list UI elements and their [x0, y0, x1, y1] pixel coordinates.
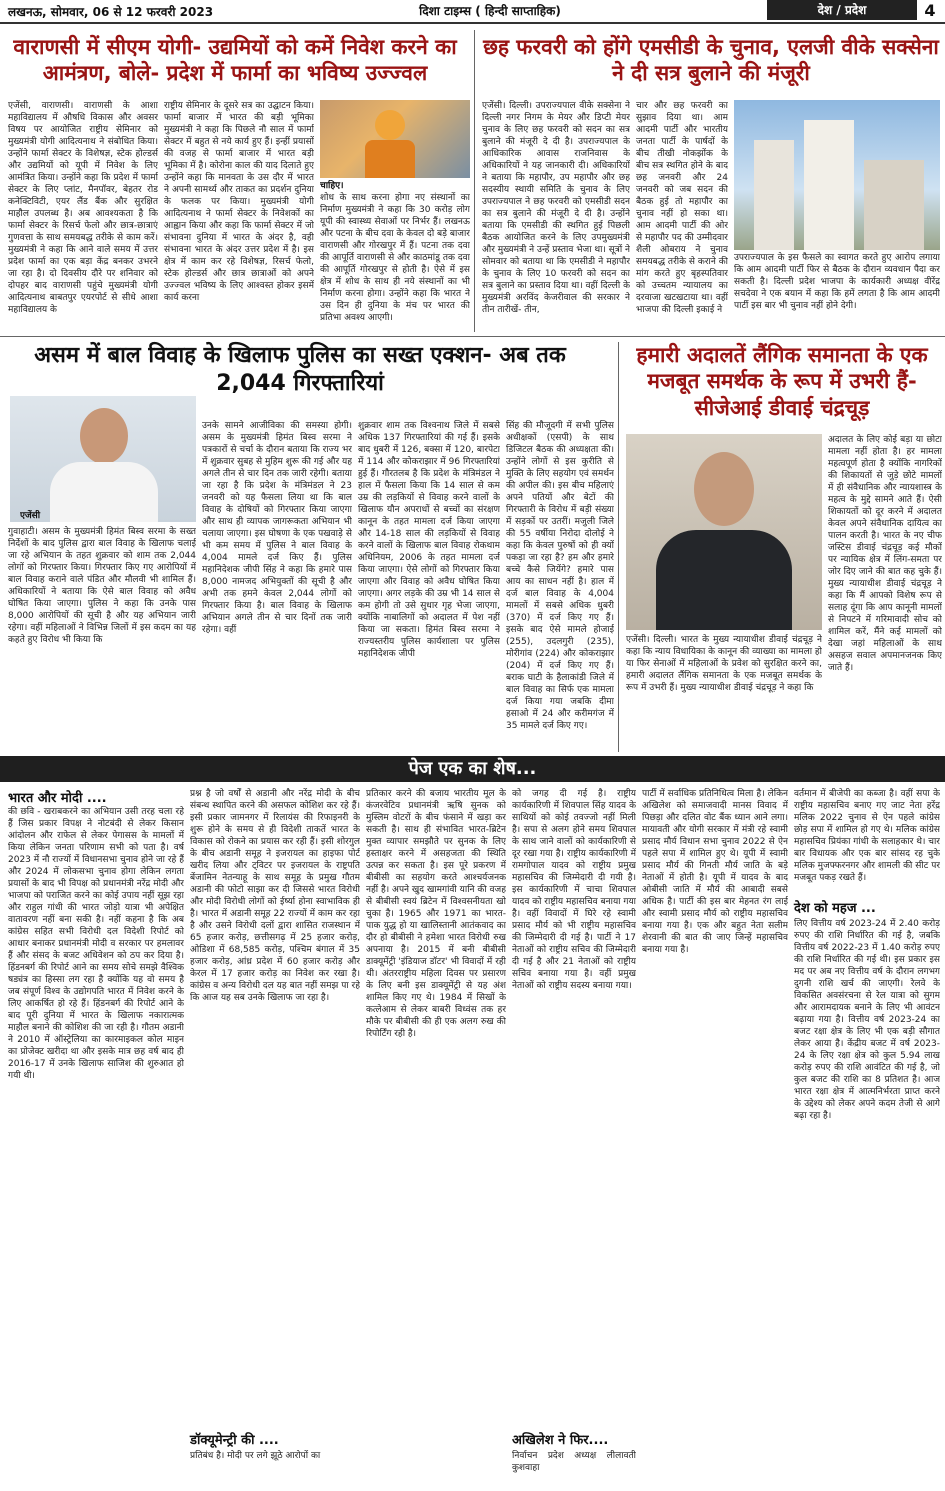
- story1-photo: [320, 100, 470, 178]
- building-icon: [804, 120, 854, 250]
- paper-name: दिशा टाइम्स ( हिन्दी साप्ताहिक): [419, 4, 561, 18]
- story1-col2: राष्ट्रीय सेमिनार के दूसरे सत्र का उद्घाटन किया। फार्मा बाजार में भारत की बड़ी भूमिका मुख्यमंत्री ने कहा कि पिछले नौ साल में फार्मा सेक्टर में बहुत से नये कार्य हुए हैं। इन्हीं प्रयासों की वजह से फार्मा बाजार में भारत बड़ी भूमिका में है। कोरोना काल की याद दिलाते हुए उन्होंने कहा कि मानवता के उस दौर में भारत ने अपनी सामर्थ्य और ताकत का प्रदर्शन दुनिया के फलक पर किया। मुख्यमंत्री योगी आदित्यनाथ ने फार्मा सेक्टर के निवेशकों का आह्वान किया और कहा कि फार्मा सेक्टर में जो संभावना दुनिया में भारत के अंदर है, वही संभावना भारत के अंदर उत्तर प्रदेश में है। इस क्षेत्र में काम कर रहे विशेषज्ञ, रिसर्च फेलो, स्टेक होल्डर्स और छात्र छात्राओं को अपने उज्ज्वल भविष्य के लिए आश्वस्त होकर इसमें कार्य करना: [164, 101, 314, 303]
- story2-building-photo: [734, 100, 940, 250]
- person-body-icon: [656, 530, 792, 630]
- building-icon: [754, 140, 794, 250]
- story2-col1: एजेंसी। दिल्ली। उपराज्यपाल वीके सक्सेना ने दिल्ली नगर निगम के मेयर और डिप्टी मेयर चुनाव के लिए छह फरवरी को सदन का सत्र बुलाने की मंजूरी दे दी है। उपराज्यपाल के आधिकारिक आवास राजनिवास के अधिकारियों ने यह जानकारी दी। अधिकारियों ने बताया कि महापौर, उप महापौर और छह सदस्यीय स्थायी समिति के चुनाव के लिए उपराज्यपाल ने छह फरवरी को एमसीडी सदन का सत्र बुलाने की मंजूरी दे दी है। उन्होंने बताया कि एमसीडी की स्थगित हुई पिछली बैठक आयोजित करने के लिए उपमुख्यमंत्री और मुख्यमंत्री ने उन्हें प्रस्ताव भेजा था। सूत्रों ने सोमवार को बताया था कि एमसीडी ने महापौर के चुनाव के लिए 10 फरवरी को सदन का सत्र बुलाने का प्रस्ताव दिया था। वहीं दिल्ली के मुख्यमंत्री अरविंद केजरीवाल की सरकार ने तीन तारीखें- तीन,: [482, 101, 630, 315]
- section-rule: [0, 336, 945, 337]
- column-divider: [618, 342, 619, 752]
- story3-headline: असम में बाल विवाह के खिलाफ पुलिस का सख्त एक्शन- अब तक 2,044 गिरफ्तारियां: [34, 343, 566, 396]
- person-shape-icon: [375, 110, 405, 140]
- column-divider: [474, 30, 475, 332]
- bottom-mid3-text: को जगह दी गई है। राष्ट्रीय कार्यकारिणी में शिवपाल सिंह यादव के साथियों को कोई तवज्जो नहीं मिली है। सपा से अलग होने समय शिवपाल के साथ जाने वालों को कार्यकारिणी से दूर रखा गया है। राष्ट्रीय कार्यकारिणी में रामगोपाल यादव को राष्ट्रीय प्रमुख महासचिव की जिम्मेदारी दी गयी है। इस कार्यकारिणी में चाचा शिवपाल यादव को राष्ट्रीय महासचिव बनाया गया है। वहीं विवादों में घिरे रहे स्वामी प्रसाद मौर्य को भी राष्ट्रीय महासचिव की जिम्मेदारी दी गई है। पार्टी ने 17 नेताओं को राष्ट्रीय सचिव की जिम्मेदारी दी गई है और 21 नेताओं को राष्ट्रीय सचिव बनाया गया है। वहीं प्रमुख नेताओं को राष्ट्रीय सदस्य बनाया गया।: [512, 789, 636, 991]
- story1-col3: शोध के साथ करना होगा नए संस्थानों का निर्माण मुख्यमंत्री ने कहा कि 30 करोड़ लोग यूपी की स्वास्थ्य सेवाओं पर निर्भर हैं। लखनऊ और पटना के बीच दवा के केवल दो बड़े बाजार वाराणसी और गोरखपुर में हैं। पटना तक दवा की आपूर्ति वाराणसी से और काठमांडू तक दवा की आपूर्ति गोरखपुर से होती है। ऐसे में इस क्षेत्र में शोध के साथ ही नये संस्थानों का भी निर्माण करना होगा। उन्होंने कहा कि भारत ने उस दिन ही दुनिया के मंच पर भारत की प्रतिभा अवश्य आएगी।: [320, 193, 470, 323]
- bottom-left-head: भारत और मोदी ....: [8, 791, 107, 806]
- story4-headline: हमारी अदालतें लैंगिक समानता के एक मजबूत समर्थक के रूप में उभरी हैं- सीजेआई डीवाई चंद्रचूड़: [636, 343, 928, 420]
- story1-photo-caption: चाहिए।: [320, 181, 344, 191]
- bottom-right-text: लिए वित्तीय वर्ष 2023-24 में 2.40 करोड़ रुपए की राशि निर्धारित की गई है, जबकि वित्तीय वर्ष 2022-23 में 1.40 करोड़ रुपए की राशि निर्धारित की गई थी। इस प्रकार इस मद पर अब नए वित्तीय वर्ष के दौरान लगभग दुगनी राशि खर्च की जाएगी। रेलवे के विकसित अवसंरचना से रेल यात्रा को सुगम और आरामदायक बनाने के लिए भी आवंटन बढ़ाया गया है। वित्तीय वर्ष 2023-24 का बजट रक्षा क्षेत्र के लिए भी एक बड़ी सौगात लेकर आया है। केंद्रीय बजट में वर्ष 2023-24 के लिए रक्षा क्षेत्र को कुल 5.94 लाख करोड़ रुपए की राशि आवंटित की गई है, जो कुल बजट की राशि का 8 प्रतिशत है। आज भारत रक्षा क्षेत्र में आत्मनिर्भरता प्राप्त करने के उद्देश्य को लेकर अपने कदम तेजी से आगे बढ़ा रहा है।: [794, 919, 940, 1121]
- story4-photo: [626, 434, 822, 630]
- masthead: [0, 0, 945, 24]
- bottom-mid1-foot-text: प्रतिबंध है। मोदी पर लगे झूठे आरोपों का: [190, 1451, 321, 1461]
- story1-headline: वाराणसी में सीएम योगी- उद्यमियों को कमें निवेश करने का आमंत्रण, बोले- प्रदेश में फार्मा का भविष्य उज्ज्वल: [13, 35, 457, 86]
- story2-col2: चार और छह फरवरी का सुझाव दिया था। आम आदमी पार्टी और भारतीय जनता पार्टी के पार्षदों के बीच तीखी नोकझोंक के बीच सत्र स्थगित होने के बाद छह जनवरी और 24 जनवरी को जब सदन की बैठक हुई तो महापौर का चुनाव नहीं हो सका था। आम आदमी पार्टी की ओर से महापौर पद की उम्मीदवार शैली ओबराय ने चुनाव समयबद्ध तरीके से कराने की मांग करते हुए बृहस्पतिवार को उच्चतम न्यायालय का दरवाजा खटखटाया था। वहीं भाजपा की दिल्ली इकाई ने: [636, 101, 728, 315]
- story2-headline: छह फरवरी को होंगे एमसीडी के चुनाव, एलजी वीके सक्सेना ने दी सत्र बुलाने की मंजूरी: [483, 35, 939, 86]
- date-line: लखनऊ, सोमवार, 06 से 12 फरवरी 2023: [8, 5, 214, 19]
- bottom-left-text: की छवि - खराबकरने का अभियान उसी तरह चला रहे हैं जिस प्रकार विपक्ष ने नोटबंदी से लेकर किसान आंदोलन और राफेल से लेकर पेगासस के मामलों में किया लेकिन जनता परिणाम सभी को पता है। वर्ष 2023 में नौ राज्यों में विधानसभा चुनाव होने जा रहे हैं और 2024 में लोकसभा चुनाव होगा लेकिन लगता प्रयासों के बाद भी विपक्ष को प्रधानमंत्री नरेंद्र मोदी और भाजपा को पराजित करने का कोई उपाय नहीं सूझ रहा और राहुल गांधी की भारत जोड़ो यात्रा भी अपेक्षित वातावरण नहीं बना सकी है। नहीं कहना है कि अब कांग्रेस सहित सभी विरोधी दल विदेशी रिपोर्ट को आधार बनाकर प्रधानमंत्री मोदी व सरकार पर हमलावर हैं और संसद के बजट अधिवेशन को ठप कर दिया है। हिंडनबर्ग की रिपोर्ट आने का समय सोचे समझे वैश्विक षड्यंत्र का हिस्सा लग रहा है क्योंकि यह वो समय है जब संपूर्ण विश्व के उद्योगपति भारत में निवेश करने के लिए आकर्षित हो रहे हैं। हिंडनबर्ग की रिपोर्ट आने के बाद पूरी दुनिया में भारत के खिलाफ नकारात्मक माहौल बनाने की कोशिश की जा रही है। गौतम अडानी ने 2010 में ऑस्ट्रेलिया का कारमाइकल कोल माइन का प्रोजेक्ट खरीदा था और इसके मात्र छह वर्ष बाद ही 2016-17 में उनके खिलाफ साजिश की शुरुआत हो गयी थी।: [8, 807, 184, 1081]
- story4-col2: अदालत के लिए कोई बड़ा या छोटा मामला नहीं होता है। हर मामला महत्वपूर्ण होता है क्योंकि नागरिकों की शिकायतों से जुड़े छोटे मामलों में ही संवैधानिक और न्यायशास्त्र के महत्व के मुद्दे सामने आते हैं। ऐसी शिकायतों को दूर करने में अदालत केवल अपने संवैधानिक दायित्व का पालन करती है। भारत के नए चीफ जस्टिस डीवाई चंद्रचूड़ कई मौकों पर न्यायिक क्षेत्र में लिंग-समता पर जोर दिए जाने की बात कह चुके हैं। मुख्य न्यायाधीश डीवाई चंद्रचूड़ ने कहा कि मैं आपको विशेष रूप से सलाह दूंगा कि आप कानूनी मामलों से निपटने में गरिमावादी सोच को शामिल करें, मैंने कई मामलों को देखा जहां महिलाओं के साथ असहज सवाल अपमानजनक किए जाते हैं।: [828, 435, 942, 673]
- story3-photo-caption: एजेंसी: [20, 511, 41, 521]
- person-face-icon: [80, 408, 128, 464]
- person-face-icon: [694, 452, 754, 526]
- bottom-mid4-text: पार्टी में सर्वाधिक प्रतिनिधित्व मिला है। लेकिन अखिलेश को समाजवादी मानस विवाद में पिछड़ा और दलित वोट बैंक ध्यान आने लगा। मायावती और योगी सरकार में मंत्री रहे स्वामी प्रसाद मौर्य विधान सभा चुनाव 2022 से ऐन पहले सपा में शामिल हुए थे। यूपी में स्वामी प्रसाद मौर्य की गिनती मौर्य जाति के बड़े नेताओं में होती है। यूपी में यादव के बाद ओबीसी जाति में मौर्य की आबादी सबसे अधिक है। पार्टी की इस बार मेहनत रंग लाई और स्वामी प्रसाद मौर्य को राष्ट्रीय महासचिव बनाया गया है। एक और बहुत नेता सलीम शेरवानी की बात की जाए जिन्हें महासचिव बनाया गया है।: [642, 789, 788, 955]
- story4-col1: एजेंसी। दिल्ली। भारत के मुख्य न्यायाधीश डीवाई चंद्रचूड़ ने कहा कि न्याय विधायिका के कानून की व्याख्या का मामला हो या फिर सेनाओं में महिलाओं के प्रवेश को सुरक्षित करने का, हमारी अदालत लैंगिक समानता के एक मजबूत समर्थक के रूप में उभरी हैं। मुख्य न्यायाधीश डीवाई चंद्रचूड़ ने कहा कि: [626, 635, 822, 693]
- story3-col2: उनके सामने आजीविका की समस्या होगी। असम के मुख्यमंत्री हिमंत बिस्व सरमा ने पत्रकारों से चर्चा के दौरान बताया कि राज्य भर में शुक्रवार सुबह से मुहिम शुरू की गई और यह अगले तीन से चार दिन तक जारी रहेगी। बताया जा रहा है कि प्रदेश के मंत्रिमंडल ने 23 जनवरी को यह फैसला लिया था कि बाल विवाह के दोषियों को गिरफ्तार किया जाएगा और साथ ही व्यापक जागरूकता अभियान भी चलाया जाएगा। इस घोषणा के एक पखवाड़े से भी कम समय में पुलिस ने बाल विवाह के 4,004 मामले दर्ज किए हैं। पुलिस महानिदेशक जीपी सिंह ने कहा कि हमारे पास 8,000 नामजद अभियुक्तों की सूची है और अभी तक हमने केवल 2,044 लोगों को गिरफ्तार किया है। बाल विवाह के खिलाफ अभियान अगले तीन से चार दिनों तक जारी रहेगा। वहीं: [202, 421, 352, 635]
- bottom-mid2-text: प्रतिकार करने की बजाय भारतीय मूल के कंजरवेटिव प्रधानमंत्री ऋषि सुनक को मुस्लिम वोटरों के बीच फंसाने में खड़ा कर सकती है। साथ ही संभावित भारत-ब्रिटेन मुक्त व्यापार समझौते पर सुनक के लिए हस्ताक्षर करने में असहजता की स्थिति उत्पन्न कर सकता है। इस पूरे प्रकरण में बीबीसी का सहयोग करते आश्चर्यजनक नहीं है। अपने खुद खामगांवी यानि की वजह से बीबीसी स्वयं ब्रिटेन में विश्वसनीयता खो चुका है। 1965 और 1971 का भारत-पाक युद्ध हो या खालिस्तानी आतंकवाद का दौर हो बीबीसी ने हमेशा भारत विरोधी रुख अपनाया है। 2015 में बनी बीबीसी डाक्यूमेंट्री 'इंडियाज डॉटर' भी विवादों में रही थी। अंतरराष्ट्रीय महिला दिवस पर प्रसारण के लिए बनी इस डाक्यूमेंट्री से यह अंश शामिल किए गए थे। 1984 में सिखों के कत्लेआम से लेकर बाबरी विध्वंस तक हर मौके पर बीबीसी की ही एक अलग रुख की रिपोर्टिंग रही है।: [366, 789, 506, 1039]
- continued-band: पेज एक का शेष...: [0, 756, 945, 782]
- story2-col3: उपराज्यपाल के इस फैसले का स्वागत करते हुए आरोप लगाया कि आम आदमी पार्टी फिर से बैठक के दौरान व्यवधान पैदा कर सकती है। दिल्ली प्रदेश भाजपा के कार्यकारी अध्यक्ष वीरेंद्र सचदेवा ने एक बयान में कहा कि हमें लगता है कि आम आदमी पार्टी इस बार भी चुनाव नहीं होने देगी।: [734, 253, 940, 311]
- building-icon: [864, 160, 924, 250]
- bottom-right-top-text: वर्तमान में बीजेपी का कब्जा है। वहीं सपा के राष्ट्रीय महासचिव बनाए गए जाट नेता हरेंद्र मलिक 2022 चुनाव से ऐन पहले कांग्रेस छोड़ सपा में शामिल हो गए थे। मलिक कांग्रेस महासचिव प्रियंका गांधी के सलाहकार थे। चार बार विधायक और एक बार सांसद रह चुके मलिक मुजफ्फरनगर और शामली की सीट पर मजबूत पकड़ रखते हैं।: [794, 789, 940, 883]
- story1-col1: एजेंसी, वाराणसी। वाराणसी के आशा महाविद्यालय में औषधि विकास और अवसर विषय पर आयोजित राष्ट्रीय सेमिनार को मुख्यमंत्री योगी आदित्यनाथ ने संबोधित किया। उन्होंने फार्मा सेक्टर के विशेषज्ञ, स्टेक होल्डर्स और उद्यमियों को यूपी में निवेश के लिए आमंत्रित किया। उन्होंने कहा कि प्रदेश में फार्मा सेक्टर के लिए प्लांट, मैनपॉवर, बेहतर रोड कनेक्टिविटी, एयर लैंड बैंक और सुरक्षित माहौल उपलब्ध है। अब आवश्यकता है कि फार्मा सेक्टर के रिसर्च फेलो और छात्र-छात्राएं गुणवत्ता के साथ समयबद्ध तरीके से काम करें। मुख्यमंत्री ने कहा कि आने वाले समय में उत्तर प्रदेश फार्मा का एक बड़ा केंद्र बनकर उभरने जा रहा है। दो दिवसीय दौरे पर शनिवार को दोपहर बाद वाराणसी पहुंचे मुख्यमंत्री योगी आदित्यनाथ बाबतपुर एयरपोर्ट से सीधे आशा महाविद्यालय के: [8, 101, 158, 315]
- bottom-mid1-foot-head: डॉक्यूमेन्ट्री की ....: [190, 1433, 279, 1448]
- person-body-icon: [365, 140, 415, 178]
- page-number: 4: [924, 1, 936, 20]
- bottom-mid1-text: प्रश्न है जो वर्षों से अडानी और नरेंद्र मोदी के बीच संबन्ध स्थापित करने की असफल कोशिश कर रहे हैं। इसी प्रकार जामनगर में रिलायंस की रिफाइनरी के शुरू होने के समय से ही विदेशी ताकतें भारत के विकास को रोकने का प्रयास कर रही हैं। इसी शोरगुल के बीच अडानी समूह ने इजरायल का हाइफा पोर्ट खरीद लिया और ट्विटर पर इजरायल के राष्ट्रपति बेंजामिन नेतन्याहू के साथ समूह के प्रमुख गौतम अडानी की फोटो साझा कर दी जिससे भारत विरोधी और मोदी विरोधी लोगों को ईर्ष्या होना स्वाभाविक ही है। भारत में अडानी समूह 22 राज्यों में काम कर रहा है और उसने विरोधी दलों द्वारा शासित राजस्थान में 65 हजार करोड़, छत्तीसगढ़ में 25 हजार करोड़, ओडिशा में 68,585 करोड़, पश्चिम बंगाल में 35 हजार करोड़, आंध्र प्रदेश में 60 हजार करोड़ और केरल में 17 हजार करोड़ का निवेश कर रखा है। कांग्रेस व अन्य विरोधी दल यह बात नहीं समझ पा रहे कि आज यह सब उनके खिलाफ जा रहा है।: [190, 789, 360, 1003]
- section-label: देश / प्रदेश: [767, 0, 917, 20]
- story3-col4: सिंह की मौजूदगी में सभी पुलिस अधीक्षकों (एसपी) के साथ डिजिटल बैठक की अध्यक्षता की। उन्होंने लोगों से इस कुरीति से मुक्ति के लिए सहयोग एवं समर्थन की अपील की। इस बीच महिलाएं अपने पतियों और बेटों की गिरफ्तारी के विरोध में बड़ी संख्या में सड़कों पर उतरीं। मजुली जिले की 55 वर्षीया निरोदा दोलोई ने कहा कि केवल पुरुषों को ही क्यों पकड़ा जा रहा है? हम और हमारे बच्चे कैसे जियेंगे? हमारे पास आय का साधन नहीं है। हाल में दर्ज बाल विवाह के 4,004 मामलों में सबसे अधिक धुबरी (370) में दर्ज किए गए हैं। इसके बाद ऐसे मामले होजाई (255), उदलगुरी (235), मोरीगांव (224) और कोकराझार (204) में दर्ज किए गए हैं। बराक घाटी के हैलाकांडी जिले में बाल विवाह का सिर्फ एक मामला दर्ज किया गया जबकि दीमा हसाओ में 24 और करीमगंज में 35 मामले दर्ज किए गए।: [506, 421, 614, 731]
- story3-photo: [10, 396, 196, 522]
- story3-col1: गुवाहाटी। असम के मुख्यमंत्री हिमंत बिस्व सरमा के सख्त निर्देशों के बाद पुलिस द्वारा बाल विवाह के खिलाफ चलाई जा रहे अभियान के तहत शुक्रवार को शाम तक 2,044 लोगों को गिरफ्तार किया। गिरफ्तार किए गए आरोपियों में बाल विवाह कराने वाले पंडित और मौलवी भी शामिल हैं। अधिकारियों ने बताया कि ऐसे बाल विवाह को अवैध घोषित किया जाएगा। पुलिस ने कहा कि उनके पास 8,000 आरोपियों की सूची है और यह अभियान जारी रहेगा। वहीं महिलाओं ने विभिन्न जिलों में इस कदम का यह कहते हुए विरोध भी किया कि: [8, 527, 196, 645]
- bottom-mid3-foot-head: अखिलेश ने फिर....: [512, 1433, 609, 1448]
- bottom-mid3-foot-text: निर्वाचन प्रदेश अध्यक्ष लीलावती कुशवाहा: [512, 1451, 636, 1473]
- story3-col3: शुक्रवार शाम तक विश्वनाथ जिले में सबसे अधिक 137 गिरफ्तारियां की गई हैं। इसके बाद धुबरी में 126, बक्सा में 120, बारपेटा में 114 और कोकराझार में 96 गिरफ्तारियां हुई हैं। गौरतलब है कि प्रदेश के मंत्रिमंडल ने हाल में फैसला किया कि 14 साल से कम उम्र की लड़कियों से विवाह करने वालों के खिलाफ यौन अपराधों से बच्चों का संरक्षण कानून के तहत मामला दर्ज किया जाएगा और 14-18 साल की लड़कियों से विवाह करने वालों के खिलाफ बाल विवाह रोकथाम अधिनियम, 2006 के तहत मामला दर्ज किया जाएगा। ऐसे लोगों को गिरफ्तार किया जाएगा और विवाह को अवैध घोषित किया जाएगा। अगर लड़के की उम्र भी 14 साल से कम होगी तो उसे सुधार गृह भेजा जाएगा, क्योंकि नाबालिगों को अदालत में पेश नहीं किया जा सकता। हिमंत बिस्व सरमा ने राज्यस्तरीय पुलिस कार्यशाला पर पुलिस महानिदेशक जीपी: [358, 421, 500, 659]
- bottom-right-head: देश को महज ...: [794, 901, 876, 916]
